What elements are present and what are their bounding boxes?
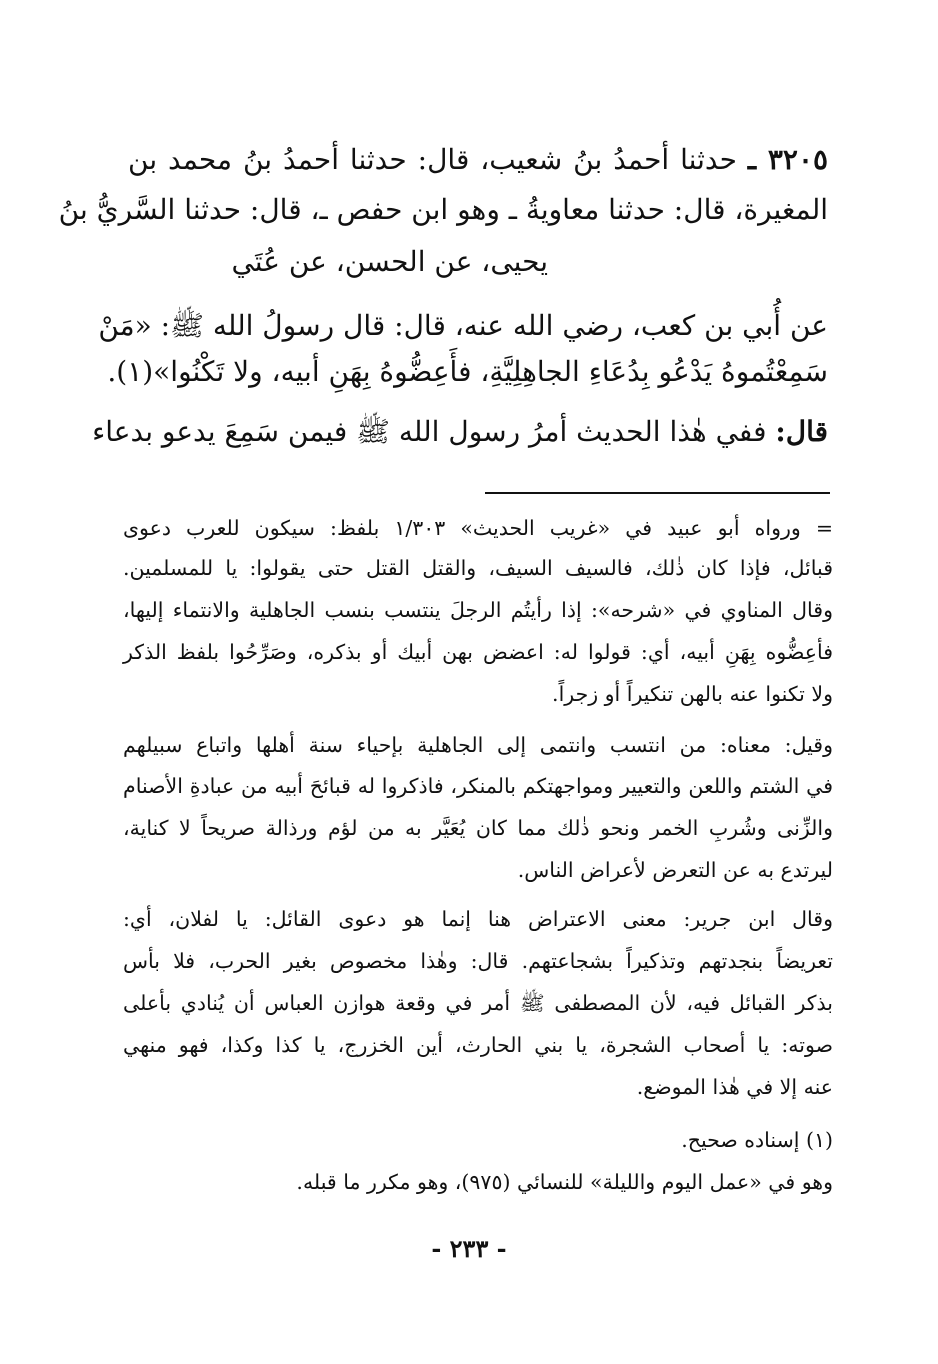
main-line-text: ففي هٰذا الحديث أمرُ رسول الله ﷺ فيمن سَمِعَ يدعو بدعاء <box>92 415 767 448</box>
main-line-text: يحيى، عن الحسن، عن عُتَي <box>231 245 548 278</box>
footnote-separator <box>485 492 830 494</box>
footnote-line: = ورواه أبو عبيد في «غريب الحديث» ١/٣٠٣ بلفظ: سيكون للعرب دعوى <box>123 516 834 540</box>
footnote-line: تعريضاً بنجدتهم وتذكيراً بشجاعتهم. قال: وهٰذا مخصوص بغير الحرب، فلا بأس <box>123 949 833 973</box>
footnote-line: (١) إسناده صحيح. <box>681 1128 833 1152</box>
footnote-line: وقال ابن جرير: معنى الاعتراض هنا إنما هو دعوى القائل: يا لفلان، أي: <box>123 907 833 931</box>
footnote-line: وهو في «عمل اليوم والليلة» للنسائي (٩٧٥)، وهو مكرر ما قبله. <box>296 1170 833 1194</box>
footnote-line: وقيل: معناه: من انتسب وانتمى إلى الجاهلية بإحياء سنة أهلها واتباع سبيلهم <box>123 733 833 757</box>
footnote-line: والزِّنى وشُربِ الخمر ونحو ذٰلك مما كان يُعَيَّر به من لؤم ورذالة صريحاً لا كناية، <box>123 816 833 840</box>
footnote-line: وقال المناوي في «شرحه»: إذا رأيتُم الرجلَ ينتسب بنسب الجاهلية والانتماء إليها، <box>123 598 833 622</box>
footnote-line: صوته: يا أصحاب الشجرة، يا بني الحارث، أين الخزرج، يا كذا وكذا، فهو منهي <box>123 1033 833 1057</box>
footnote-line: ولا تكنوا عنه بالهن تنكيراً أو زجراً. <box>552 682 833 706</box>
footnote-line: قبائل، فإذا كان ذٰلك، فالسيف السيف، والقتل القتل حتى يقولوا: يا للمسلمين. <box>123 556 833 580</box>
main-line-4 <box>98 304 828 348</box>
hadith-number: ٣٢٠٥ ـ <box>747 143 829 176</box>
footnote-line: عنه إلا في هٰذا الموضع. <box>636 1075 833 1099</box>
main-line-1 <box>128 138 828 182</box>
main-line-text: سَمِعْتُموهُ يَدْعُو بِدُعَاءِ الجاهِلِيَّةِ، فأَعِضُّوهُ بِهَنِ أبيه، ولا تَكْنُوا»(١). <box>107 355 828 388</box>
main-line-text: المغيرة، قال: حدثنا معاويةُ ـ وهو ابن حفص ـ، قال: حدثنا السَّريُّ بنُ <box>58 193 828 226</box>
main-line-5 <box>107 350 828 394</box>
main-line-2 <box>58 188 828 232</box>
main-line-text: عن أُبي بن كعب، رضي الله عنه، قال: قال رسولُ الله ﷺ: «مَنْ <box>98 309 828 342</box>
main-line-3 <box>128 240 548 284</box>
qala-label: قال: <box>775 415 828 448</box>
footnote-line: في الشتم واللعن والتعيير ومواجهتكم بالمنكر، فاذكروا له قبائحَ أبيه من عبادةِ الأصنام <box>123 774 833 798</box>
footnote-line: بذكر القبائل فيه، لأن المصطفى ﷺ أمر في وقعة هوازن العباس أن يُنادي بأعلى <box>123 991 833 1015</box>
main-line-text: حدثنا أحمدُ بنُ شعيب، قال: حدثنا أحمدُ بنُ محمد بن <box>128 143 737 176</box>
main-line-6 <box>92 410 828 454</box>
footnote-line: فأعِضُّوه بِهَنِ أبيه، أي: قولوا له: اعضض بهن أبيك أو بذكره، وصَرِّحُوا بلفظ الذكر <box>123 640 833 664</box>
page-number: - ٢٣٣ - <box>431 1234 507 1263</box>
footnote-line: ليرتدع به عن التعرض لأعراض الناس. <box>517 858 833 882</box>
